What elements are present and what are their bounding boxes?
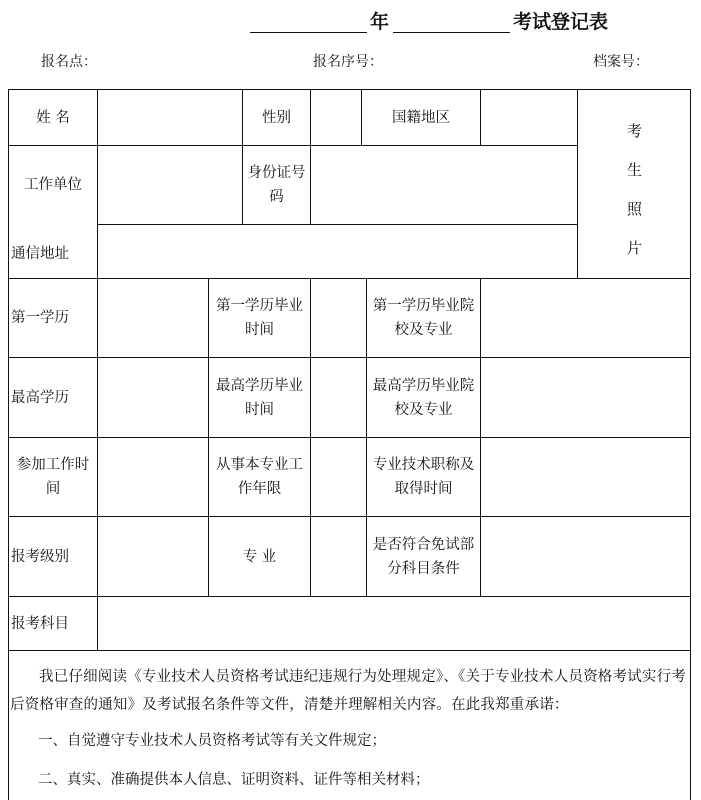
photo-placeholder[interactable] — [578, 112, 691, 268]
declaration-intro-text: 我已仔细阅读《专业技术人员资格考试违纪违规行为处理规定》、《关于专业技术人员资格考试实行考后资格审查的通知》及考试报名条件等文件，清楚并理解相关内容。在此我郑重承诺： — [10, 669, 686, 713]
label-exemption: 是否符合免试部分科目条件 — [372, 536, 475, 577]
field-first-education[interactable] — [98, 279, 208, 357]
archive-number: 档案号： — [593, 54, 649, 70]
label-employer: 工作单位 — [24, 177, 82, 193]
label-exam-subjects: 报考科目 — [11, 615, 69, 632]
label-name: 姓 名 — [36, 109, 70, 126]
label-gender: 性别 — [262, 109, 291, 126]
photo-char-2: 生 — [626, 161, 642, 179]
field-exemption[interactable] — [481, 517, 690, 596]
label-first-edu-grad-time: 第一学历毕业时间 — [216, 298, 303, 338]
label-address: 通信地址 — [11, 245, 69, 262]
label-first-edu-school: 第一学历毕业院校及专业 — [372, 298, 475, 338]
field-name[interactable] — [98, 90, 242, 145]
registration-location: 报名点： — [41, 54, 97, 70]
label-highest-edu-school: 最高学历毕业院校及专业 — [372, 377, 475, 418]
declaration-intro — [10, 663, 690, 719]
field-exam-level[interactable] — [98, 517, 208, 596]
field-exam-subjects[interactable] — [98, 597, 690, 650]
photo-char-4: 片 — [626, 239, 642, 257]
label-highest-edu-grad-time: 最高学历毕业时间 — [216, 377, 303, 418]
year-blank-2 — [393, 32, 510, 33]
label-id-card: 身份证号码 — [247, 165, 306, 205]
declaration-item-1: 一、自觉遵守专业技术人员资格考试等有关文件规定； — [38, 733, 386, 749]
photo-char-3: 照 — [626, 200, 642, 218]
label-exam-level: 报考级别 — [11, 548, 69, 565]
field-id-card[interactable] — [311, 146, 577, 224]
form-title — [0, 10, 701, 38]
label-nationality: 国籍地区 — [392, 109, 450, 126]
label-work-start-time: 参加工作时间 — [16, 457, 90, 497]
photo-char-1: 考 — [626, 122, 642, 140]
field-years-in-field[interactable] — [311, 438, 366, 516]
field-major[interactable] — [311, 517, 366, 596]
title-suffix: 考试登记表 — [513, 11, 609, 33]
year-blank-1 — [250, 32, 367, 33]
label-major: 专 业 — [242, 548, 277, 565]
label-title-and-time: 专业技术职称及取得时间 — [372, 457, 475, 497]
field-gender[interactable] — [311, 90, 361, 145]
field-address[interactable] — [98, 225, 577, 278]
title-year-char: 年 — [370, 11, 390, 33]
label-highest-education: 最高学历 — [11, 389, 69, 406]
registration-serial: 报名序号： — [313, 54, 383, 70]
label-first-education: 第一学历 — [11, 310, 69, 326]
field-highest-edu-grad-time[interactable] — [311, 358, 366, 437]
label-years-in-field: 从事本专业工作年限 — [216, 457, 303, 497]
field-nationality[interactable] — [481, 90, 577, 145]
field-work-start-time[interactable] — [98, 438, 208, 516]
field-first-edu-school[interactable] — [481, 279, 690, 357]
declaration-item-2: 二、真实、准确提供本人信息、证明资料、证件等相关材料； — [38, 772, 430, 788]
field-highest-education[interactable] — [98, 358, 208, 437]
field-first-edu-grad-time[interactable] — [311, 279, 366, 357]
field-employer[interactable] — [98, 146, 242, 224]
hline-8 — [8, 650, 691, 651]
field-title-and-time[interactable] — [481, 438, 690, 516]
field-highest-edu-school[interactable] — [481, 358, 690, 437]
